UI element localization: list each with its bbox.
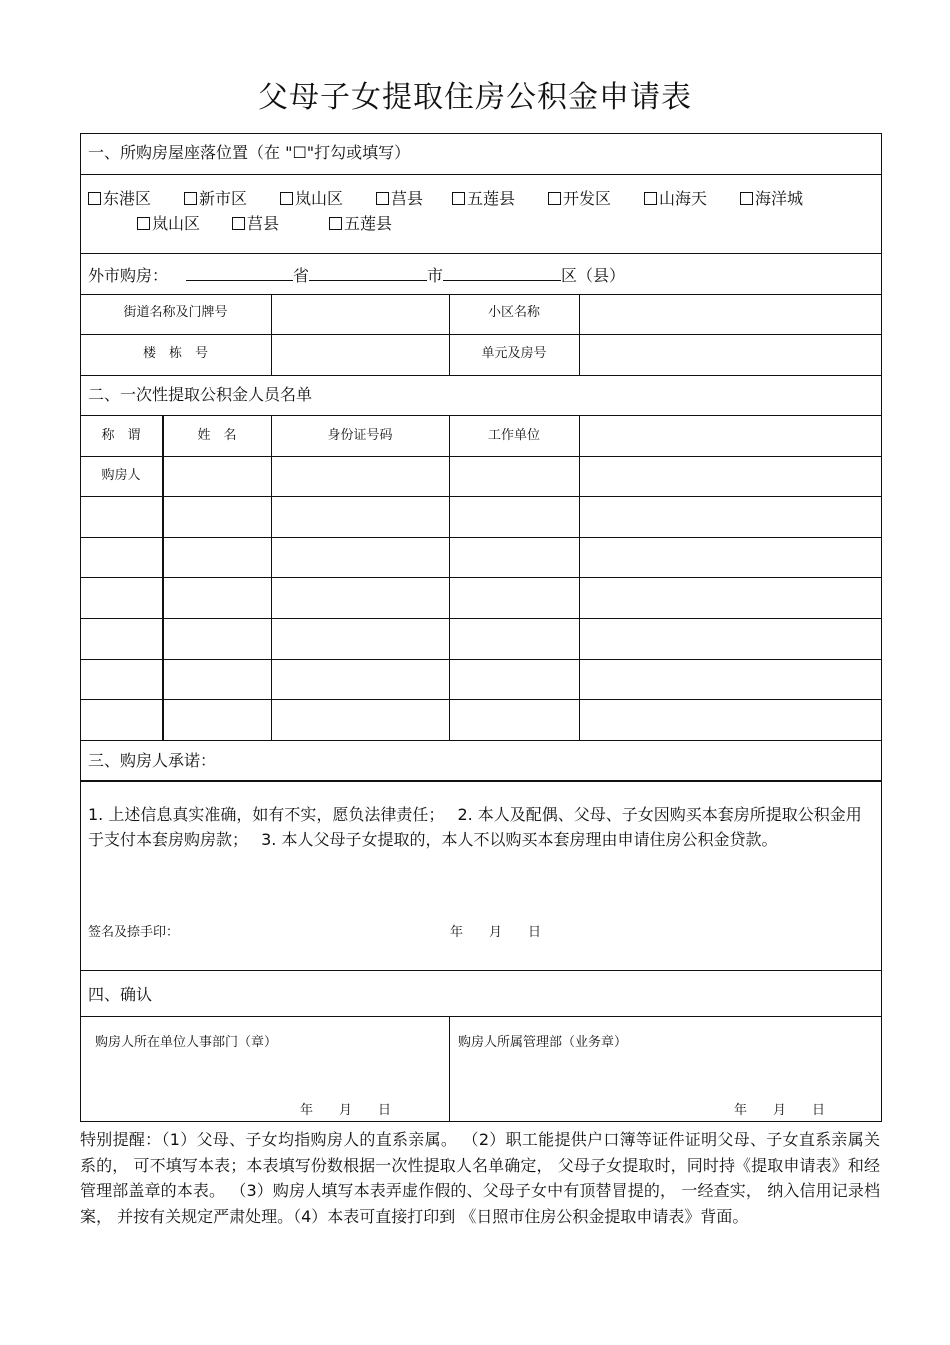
checkbox[interactable] bbox=[376, 192, 389, 205]
location-option[interactable]: 山海天 bbox=[644, 189, 707, 209]
buyer-row-label: 购房人 bbox=[101, 468, 141, 483]
col-title-header: 称 谓 bbox=[101, 428, 141, 443]
checkbox[interactable] bbox=[184, 192, 197, 205]
table-rule bbox=[80, 415, 882, 416]
checkbox[interactable] bbox=[232, 217, 245, 230]
table-rule bbox=[80, 618, 882, 619]
table-rule bbox=[271, 415, 272, 740]
management-dept-date: 年 月 日 bbox=[734, 1103, 826, 1118]
col-work-header: 工作单位 bbox=[487, 428, 540, 443]
employer-hr-date: 年 月 日 bbox=[300, 1103, 392, 1118]
table-rule bbox=[80, 375, 882, 376]
signature-date: 年 月 日 bbox=[450, 925, 542, 940]
signature-label: 签名及捺手印： bbox=[88, 925, 180, 940]
location-option[interactable]: 海洋城 bbox=[740, 189, 803, 209]
community-label: 小区名称 bbox=[487, 305, 540, 320]
location-option[interactable]: 东港区 bbox=[88, 189, 151, 209]
location-option[interactable]: 莒县 bbox=[232, 214, 279, 234]
location-option[interactable]: 莒县 bbox=[376, 189, 423, 209]
table-rule bbox=[80, 456, 882, 457]
employer-hr-label: 购房人所在单位人事部门（章） bbox=[95, 1035, 278, 1050]
table-border bbox=[80, 1121, 882, 1122]
province-label: 省 bbox=[293, 266, 310, 285]
management-dept-label: 购房人所属管理部（业务章） bbox=[458, 1035, 628, 1050]
table-rule bbox=[80, 537, 882, 538]
checkbox[interactable] bbox=[740, 192, 753, 205]
table-rule bbox=[80, 174, 882, 175]
table-rule bbox=[80, 699, 882, 700]
checkbox[interactable] bbox=[644, 192, 657, 205]
checkbox[interactable] bbox=[137, 217, 150, 230]
table-rule bbox=[80, 253, 882, 254]
table-rule bbox=[80, 496, 882, 497]
city-label: 市 bbox=[427, 266, 444, 285]
section4-heading: 四、确认 bbox=[88, 985, 153, 1004]
checkbox[interactable] bbox=[329, 217, 342, 230]
location-option[interactable]: 五莲县 bbox=[452, 189, 515, 209]
table-border bbox=[80, 133, 81, 1122]
special-reminder: 特别提醒：（1）父母、子女均指购房人的直系亲属。 （2）职工能提供户口簿等证件证明父母、子女直系亲属关系的， 可不填写本表；本表填写份数根据一次性提取人名单确定， 父母子女提取时，同时持《提取申请表》和经管理部盖章的本表。 （3）购房人填写本表弄虚作假的、父母子女中有顶替冒提的， 一经查实， 纳入信用记录档案， 并按有关规定严肃处理。（4）本表可直接打印到 《日照市住房公积金提取申请表》背面。 bbox=[80, 1130, 880, 1226]
street-label: 街道名称及门牌号 bbox=[123, 305, 228, 320]
table-rule bbox=[80, 334, 882, 335]
table-rule bbox=[80, 577, 882, 578]
unit-label: 单元及房号 bbox=[481, 346, 547, 361]
table-rule bbox=[80, 294, 882, 295]
location-option[interactable]: 岚山区 bbox=[137, 214, 200, 234]
table-rule bbox=[579, 294, 580, 375]
section1-heading: 一、所购房屋座落位置（在 "☐"打勾或填写） bbox=[88, 143, 411, 162]
table-rule bbox=[80, 740, 882, 741]
table-rule bbox=[271, 294, 272, 375]
checkbox[interactable] bbox=[548, 192, 561, 205]
location-option[interactable]: 岚山区 bbox=[280, 189, 343, 209]
checkbox[interactable] bbox=[88, 192, 101, 205]
col-name-header: 姓 名 bbox=[197, 428, 237, 443]
table-rule bbox=[80, 970, 882, 971]
section3-heading: 三、购房人承诺： bbox=[88, 751, 217, 770]
checkbox[interactable] bbox=[452, 192, 465, 205]
building-label: 楼 栋 号 bbox=[142, 346, 208, 361]
table-rule bbox=[80, 1016, 882, 1017]
table-rule bbox=[449, 415, 450, 740]
checkbox[interactable] bbox=[280, 192, 293, 205]
city-field[interactable] bbox=[309, 263, 427, 281]
district-label: 区（县） bbox=[561, 266, 626, 285]
table-rule bbox=[579, 415, 580, 740]
province-field[interactable] bbox=[186, 263, 293, 281]
out-of-city-row bbox=[88, 263, 625, 286]
table-border bbox=[80, 133, 882, 134]
table-rule bbox=[80, 780, 882, 782]
table-rule bbox=[80, 659, 882, 660]
district-field[interactable] bbox=[443, 263, 561, 281]
form-title: 父母子女提取住房公积金申请表 bbox=[258, 80, 692, 115]
location-option[interactable]: 开发区 bbox=[548, 189, 611, 209]
table-rule bbox=[162, 415, 164, 740]
out-of-city-label: 外市购房： bbox=[88, 266, 169, 285]
location-option[interactable]: 新市区 bbox=[184, 189, 247, 209]
commitment-text: 1. 上述信息真实准确，如有不实，愿负法律责任； 2. 本人及配偶、父母、子女因购买本套房所提取公积金用于支付本套房购房款； 3. 本人父母子女提取的，本人不以购买本套房理由申请住房公积金贷款。 bbox=[88, 805, 862, 849]
table-border bbox=[881, 133, 882, 1122]
section2-heading: 二、一次性提取公积金人员名单 bbox=[88, 385, 313, 404]
table-rule bbox=[449, 1016, 450, 1121]
location-option[interactable]: 五莲县 bbox=[329, 214, 392, 234]
col-id-header: 身份证号码 bbox=[327, 428, 393, 443]
